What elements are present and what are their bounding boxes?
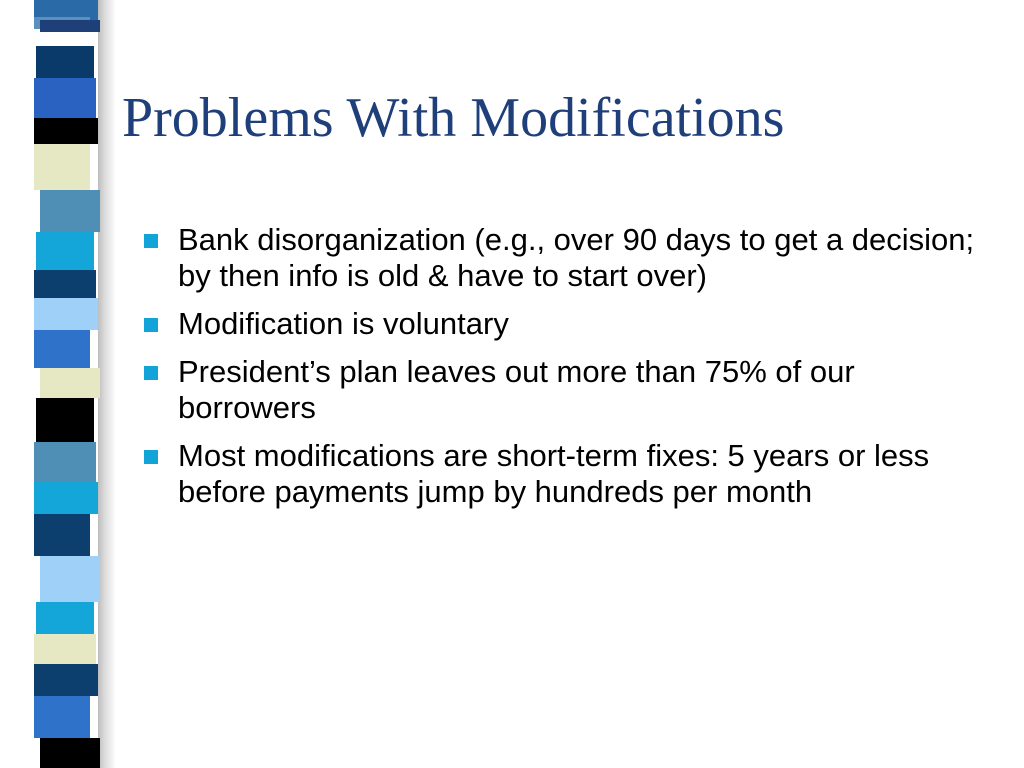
- bullet-item: [140, 222, 1000, 294]
- bullet-text: Modification is voluntary: [178, 306, 509, 341]
- stripe-band: [34, 482, 98, 514]
- bullet-item: [140, 306, 1000, 342]
- stripe-band: [36, 232, 94, 270]
- stripe-band: [34, 696, 90, 738]
- stripe-band: [36, 602, 94, 634]
- bullet-list: [140, 222, 1000, 522]
- stripe-band: [34, 634, 96, 664]
- square-bullet-icon: [144, 234, 158, 248]
- slide-title: Problems With Modifications: [122, 87, 785, 149]
- bullet-item: [140, 438, 1000, 510]
- stripe-band: [34, 270, 96, 298]
- stripe-band: [34, 144, 90, 190]
- bullet-text: President’s plan leaves out more than 75% of our borrowers: [178, 354, 855, 425]
- stripe-band: [34, 78, 96, 118]
- decorative-stripe: [34, 0, 98, 768]
- stripe-band: [40, 368, 100, 398]
- stripe-band: [34, 118, 98, 144]
- stripe-band: [40, 738, 100, 768]
- stripe-shadow: [98, 0, 116, 768]
- stripe-band: [40, 190, 100, 232]
- square-bullet-icon: [144, 450, 158, 464]
- stripe-band: [36, 398, 94, 442]
- stripe-band: [40, 20, 100, 32]
- stripe-band: [40, 556, 100, 602]
- bullet-item: [140, 354, 1000, 426]
- square-bullet-icon: [144, 366, 158, 380]
- bullet-text: Most modifications are short-term fixes: 5 years or less before payments jump by hundreds per month: [178, 438, 930, 509]
- stripe-band: [34, 664, 98, 696]
- stripe-band: [34, 442, 96, 482]
- stripe-band: [34, 514, 90, 556]
- square-bullet-icon: [144, 318, 158, 332]
- stripe-band: [34, 298, 98, 330]
- bullet-text: Bank disorganization (e.g., over 90 days to get a decision; by then info is old & have to start over): [178, 222, 975, 293]
- stripe-band: [34, 330, 90, 368]
